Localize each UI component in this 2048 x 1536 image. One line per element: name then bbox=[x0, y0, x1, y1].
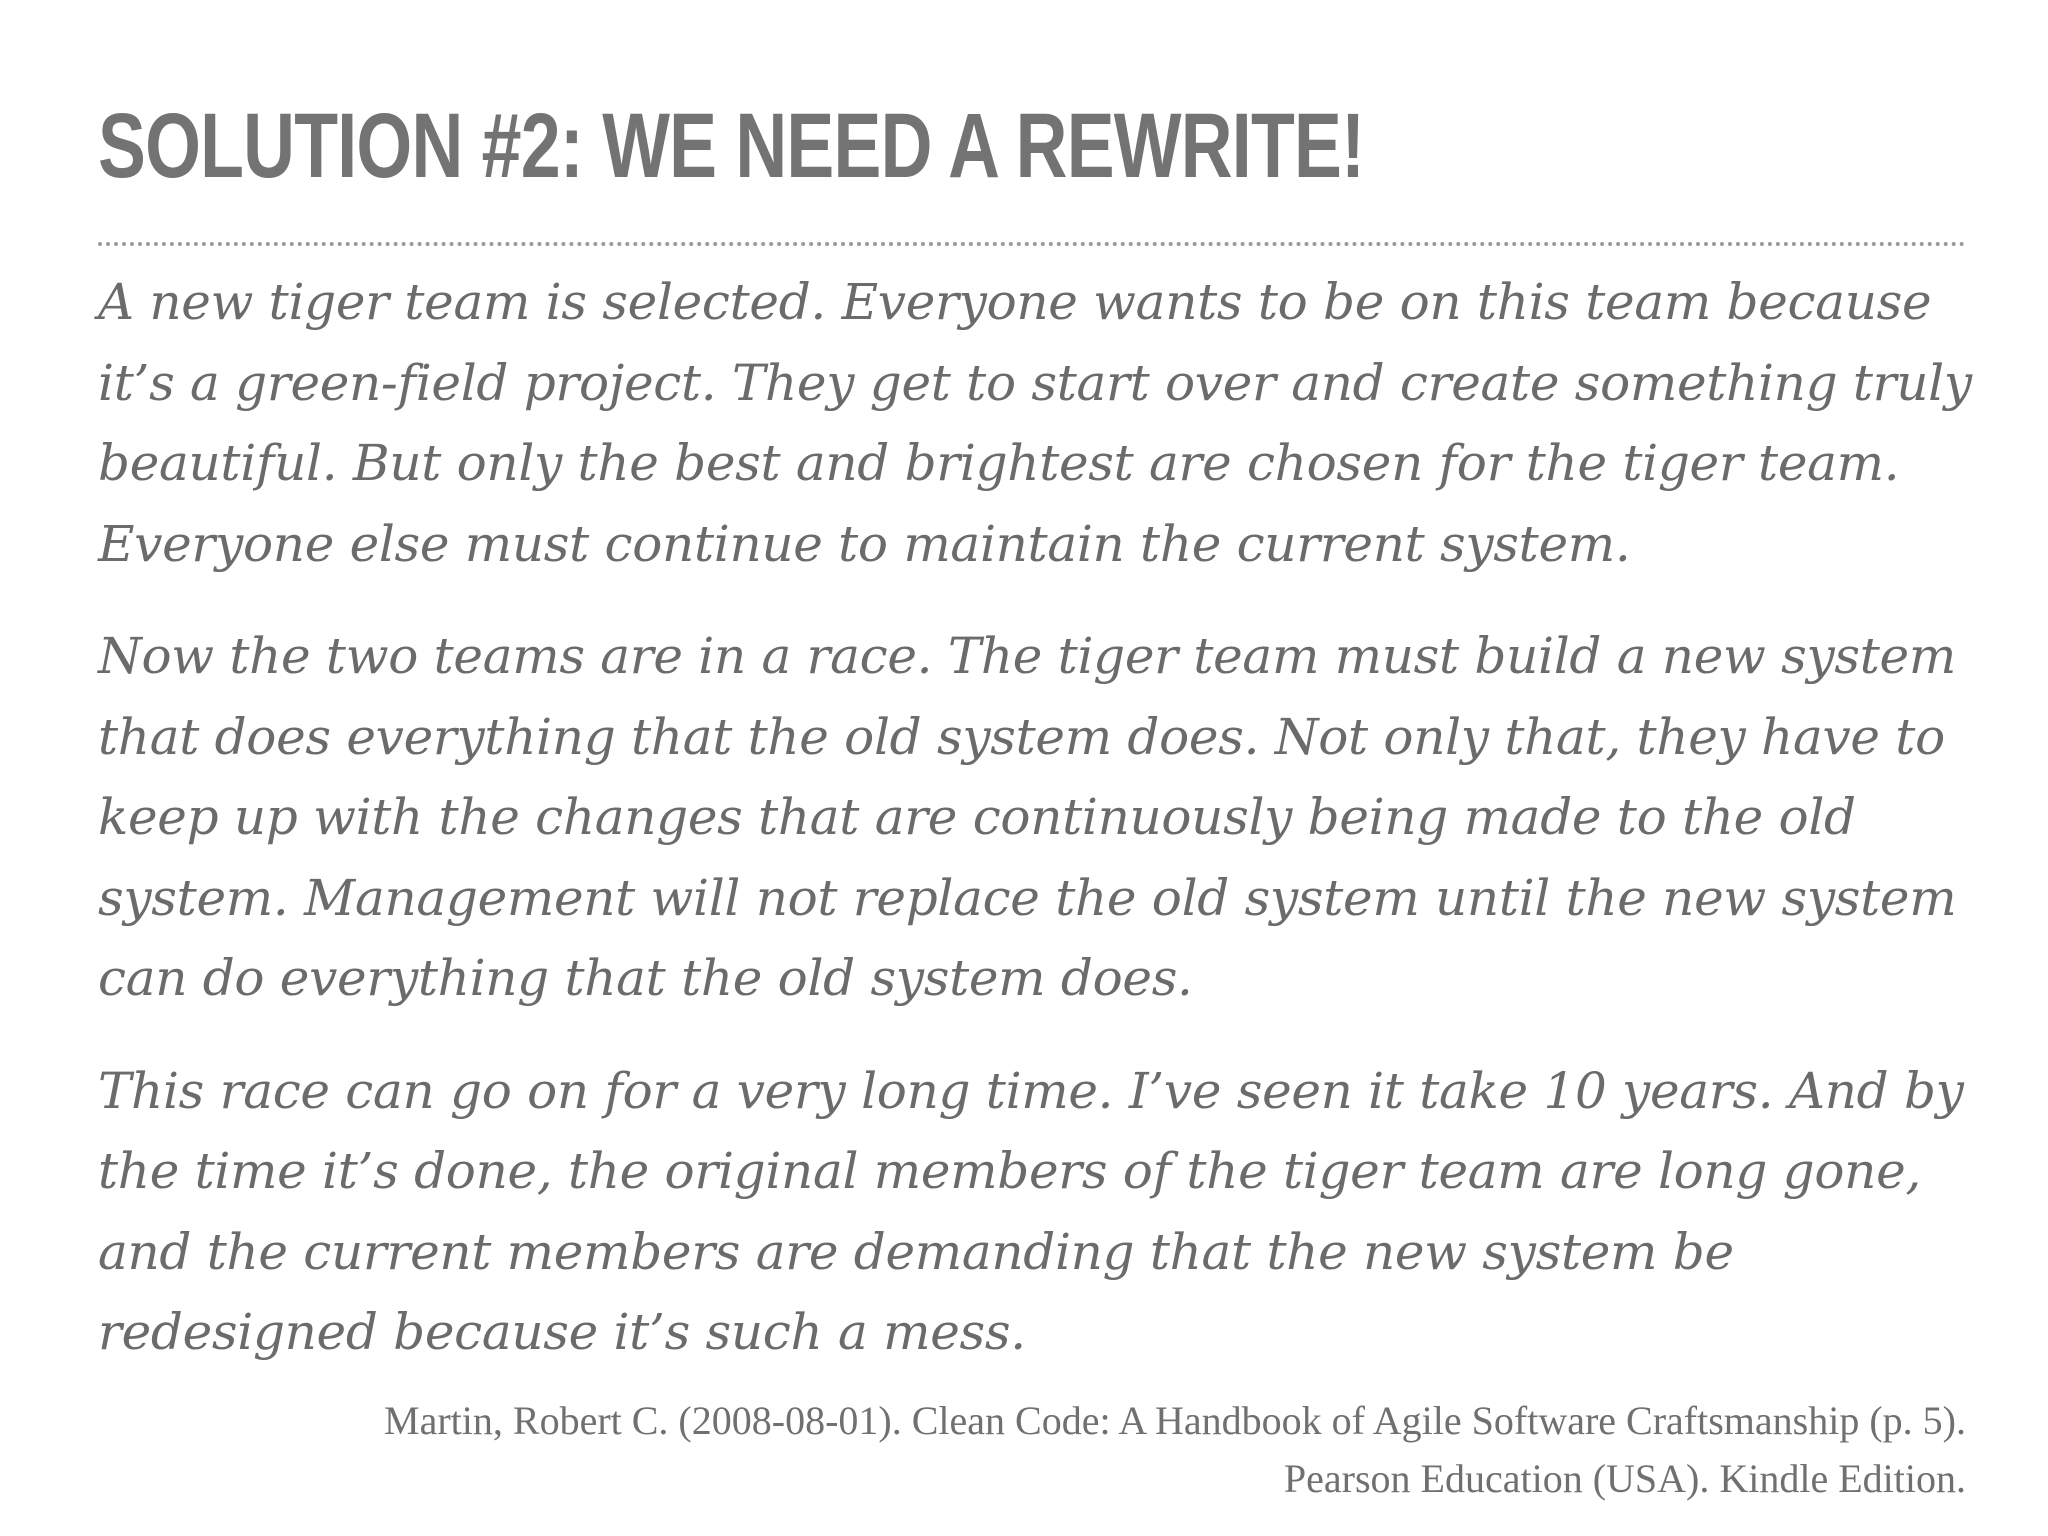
quote-paragraph-1: A new tiger team is selected. Everyone wants to be on this team because it’s a green-field project. They get to start over and create something truly beautiful. But only the best and brightest are chosen for the tiger team. Everyone else must continue to maintain the current system. bbox=[98, 273, 1972, 573]
quote-paragraph-2: Now the two teams are in a race. The tiger team must build a new system that does everything that the old system does. Not only that, they have to keep up with the changes that are continuously being made to the old system. Management will not replace the old system until the new system can do everything that the old system does. bbox=[98, 627, 1957, 1007]
slide-title: SOLUTION #2: WE NEED A REWRITE! bbox=[98, 95, 1365, 197]
quote-paragraph-3: This race can go on for a very long time. I’ve seen it take 10 years. And by the time it’s done, the original members of the tiger team are long gone, and the current members are demanding that the new system be redesigned because it’s such a mess. bbox=[98, 1061, 1964, 1361]
title-divider bbox=[98, 242, 1966, 246]
citation bbox=[106, 1392, 1966, 1508]
quote-body bbox=[98, 262, 1978, 1405]
citation-line-2: Pearson Education (USA). Kindle Edition. bbox=[1283, 1456, 1966, 1501]
citation-line-1: Martin, Robert C. (2008-08-01). Clean Code: A Handbook of Agile Software Craftsmanship (p. 5). bbox=[384, 1398, 1966, 1443]
